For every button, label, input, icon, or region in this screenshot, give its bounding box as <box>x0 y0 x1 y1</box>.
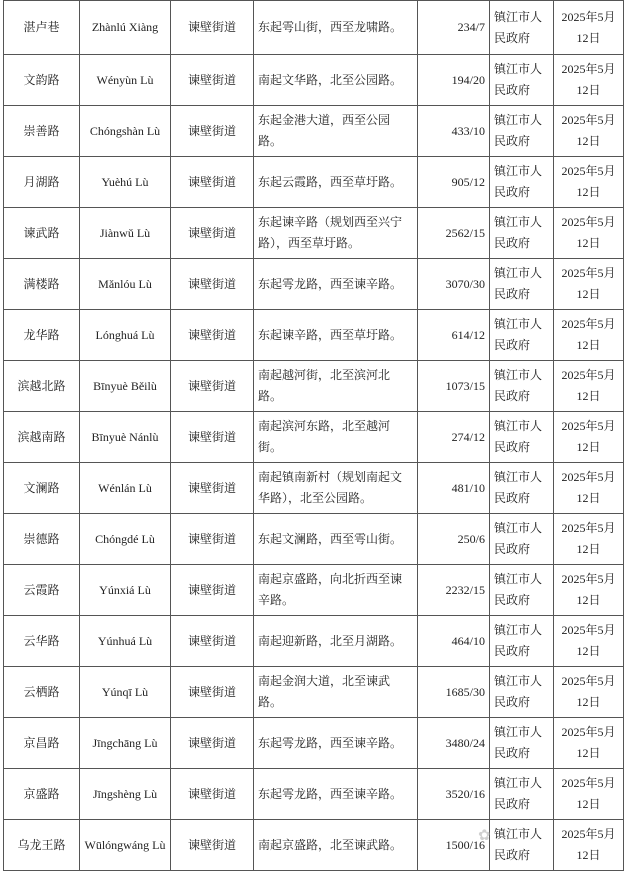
location-description-cell: 东起雩龙路，西至谏辛路。 <box>254 769 418 820</box>
length-width-cell: 2232/15 <box>418 565 490 616</box>
subdistrict-cell: 谏壁街道 <box>171 616 254 667</box>
subdistrict-cell: 谏壁街道 <box>171 463 254 514</box>
approval-date-cell: 2025年5月12日 <box>554 208 624 259</box>
pinyin-cell: Wūlóngwáng Lù <box>80 820 171 871</box>
road-name-cell: 乌龙王路 <box>4 820 80 871</box>
table-row <box>4 820 624 871</box>
approving-authority-cell: 镇江市人民政府 <box>490 208 554 259</box>
approving-authority-cell: 镇江市人民政府 <box>490 565 554 616</box>
location-description-cell: 南起迎新路，北至月湖路。 <box>254 616 418 667</box>
length-width-cell: 250/6 <box>418 514 490 565</box>
length-width-cell: 905/12 <box>418 157 490 208</box>
approval-date-cell: 2025年5月12日 <box>554 106 624 157</box>
table-row <box>4 55 624 106</box>
table-row <box>4 361 624 412</box>
approval-date-cell: 2025年5月12日 <box>554 361 624 412</box>
road-name-cell: 龙华路 <box>4 310 80 361</box>
table-row <box>4 667 624 718</box>
table-row <box>4 616 624 667</box>
approving-authority-cell: 镇江市人民政府 <box>490 463 554 514</box>
pinyin-cell: Mǎnlóu Lù <box>80 259 171 310</box>
subdistrict-cell: 谏壁街道 <box>171 208 254 259</box>
approval-date-cell: 2025年5月12日 <box>554 55 624 106</box>
approving-authority-cell: 镇江市人民政府 <box>490 310 554 361</box>
length-width-cell: 3520/16 <box>418 769 490 820</box>
table-row <box>4 565 624 616</box>
road-name-cell: 崇德路 <box>4 514 80 565</box>
approving-authority-cell: 镇江市人民政府 <box>490 55 554 106</box>
approving-authority-cell: 镇江市人民政府 <box>490 616 554 667</box>
table-row <box>4 1 624 55</box>
approval-date-cell: 2025年5月12日 <box>554 718 624 769</box>
road-name-cell: 云霞路 <box>4 565 80 616</box>
subdistrict-cell: 谏壁街道 <box>171 565 254 616</box>
table-row <box>4 718 624 769</box>
approval-date-cell: 2025年5月12日 <box>554 259 624 310</box>
pinyin-cell: Lónghuá Lù <box>80 310 171 361</box>
location-description-cell: 南起越河街，北至滨河北路。 <box>254 361 418 412</box>
approving-authority-cell: 镇江市人民政府 <box>490 157 554 208</box>
length-width-cell: 433/10 <box>418 106 490 157</box>
location-description-cell: 南起京盛路，向北折西至谏辛路。 <box>254 565 418 616</box>
subdistrict-cell: 谏壁街道 <box>171 310 254 361</box>
pinyin-cell: Wénlán Lù <box>80 463 171 514</box>
pinyin-cell: Yúnhuá Lù <box>80 616 171 667</box>
length-width-cell: 2562/15 <box>418 208 490 259</box>
table-row <box>4 259 624 310</box>
length-width-cell: 1073/15 <box>418 361 490 412</box>
location-description-cell: 南起文华路，北至公园路。 <box>254 55 418 106</box>
table-row <box>4 769 624 820</box>
subdistrict-cell: 谏壁街道 <box>171 514 254 565</box>
length-width-cell: 481/10 <box>418 463 490 514</box>
road-name-cell: 文韵路 <box>4 55 80 106</box>
pinyin-cell: Yúnqī Lù <box>80 667 171 718</box>
road-name-cell: 满楼路 <box>4 259 80 310</box>
length-width-cell: 464/10 <box>418 616 490 667</box>
pinyin-cell: Jīngchāng Lù <box>80 718 171 769</box>
subdistrict-cell: 谏壁街道 <box>171 259 254 310</box>
approving-authority-cell: 镇江市人民政府 <box>490 259 554 310</box>
approval-date-cell: 2025年5月12日 <box>554 157 624 208</box>
road-name-cell: 云栖路 <box>4 667 80 718</box>
location-description-cell: 南起京盛路，北至谏武路。 <box>254 820 418 871</box>
subdistrict-cell: 谏壁街道 <box>171 55 254 106</box>
road-name-cell: 滨越北路 <box>4 361 80 412</box>
table-row <box>4 514 624 565</box>
approval-date-cell: 2025年5月12日 <box>554 820 624 871</box>
pinyin-cell: Yúnxiá Lù <box>80 565 171 616</box>
length-width-cell: 3070/30 <box>418 259 490 310</box>
road-name-cell: 滨越南路 <box>4 412 80 463</box>
length-width-cell: 3480/24 <box>418 718 490 769</box>
length-width-cell: 194/20 <box>418 55 490 106</box>
subdistrict-cell: 谏壁街道 <box>171 820 254 871</box>
approval-date-cell: 2025年5月12日 <box>554 514 624 565</box>
approval-date-cell: 2025年5月12日 <box>554 667 624 718</box>
approval-date-cell: 2025年5月12日 <box>554 616 624 667</box>
location-description-cell: 南起滨河东路，北至越河街。 <box>254 412 418 463</box>
approving-authority-cell: 镇江市人民政府 <box>490 1 554 55</box>
pinyin-cell: Chóngdé Lù <box>80 514 171 565</box>
approving-authority-cell: 镇江市人民政府 <box>490 820 554 871</box>
location-description-cell: 东起文澜路，西至雩山街。 <box>254 514 418 565</box>
road-name-cell: 月湖路 <box>4 157 80 208</box>
pinyin-cell: Bīnyuè Nánlù <box>80 412 171 463</box>
length-width-cell: 274/12 <box>418 412 490 463</box>
table-row <box>4 412 624 463</box>
approval-date-cell: 2025年5月12日 <box>554 769 624 820</box>
pinyin-cell: Yuèhú Lù <box>80 157 171 208</box>
table-row <box>4 157 624 208</box>
subdistrict-cell: 谏壁街道 <box>171 412 254 463</box>
location-description-cell: 东起谏辛路，西至草圩路。 <box>254 310 418 361</box>
road-name-cell: 云华路 <box>4 616 80 667</box>
location-description-cell: 东起谏辛路（规划西至兴宁路），西至草圩路。 <box>254 208 418 259</box>
approving-authority-cell: 镇江市人民政府 <box>490 106 554 157</box>
pinyin-cell: Bīnyuè Běilù <box>80 361 171 412</box>
road-name-cell: 湛卢巷 <box>4 1 80 55</box>
table-row <box>4 106 624 157</box>
table-row <box>4 463 624 514</box>
length-width-cell: 614/12 <box>418 310 490 361</box>
pinyin-cell: Jiànwǔ Lù <box>80 208 171 259</box>
approval-date-cell: 2025年5月12日 <box>554 412 624 463</box>
subdistrict-cell: 谏壁街道 <box>171 1 254 55</box>
approval-date-cell: 2025年5月12日 <box>554 565 624 616</box>
length-width-cell: 234/7 <box>418 1 490 55</box>
pinyin-cell: Zhànlú Xiàng <box>80 1 171 55</box>
approving-authority-cell: 镇江市人民政府 <box>490 514 554 565</box>
location-description-cell: 东起雩山街，西至龙啸路。 <box>254 1 418 55</box>
approving-authority-cell: 镇江市人民政府 <box>490 667 554 718</box>
location-description-cell: 东起云霞路，西至草圩路。 <box>254 157 418 208</box>
road-names-table <box>3 0 624 871</box>
location-description-cell: 东起雩龙路，西至谏辛路。 <box>254 259 418 310</box>
table-body <box>4 1 624 871</box>
length-width-cell: 1500/16 <box>418 820 490 871</box>
subdistrict-cell: 谏壁街道 <box>171 361 254 412</box>
table-row <box>4 310 624 361</box>
approval-date-cell: 2025年5月12日 <box>554 463 624 514</box>
road-name-cell: 谏武路 <box>4 208 80 259</box>
road-name-cell: 京盛路 <box>4 769 80 820</box>
location-description-cell: 东起金港大道，西至公园路。 <box>254 106 418 157</box>
watermark: ✿ <box>478 826 491 844</box>
pinyin-cell: Wényùn Lù <box>80 55 171 106</box>
subdistrict-cell: 谏壁街道 <box>171 769 254 820</box>
road-name-cell: 崇善路 <box>4 106 80 157</box>
pinyin-cell: Chóngshàn Lù <box>80 106 171 157</box>
subdistrict-cell: 谏壁街道 <box>171 667 254 718</box>
approving-authority-cell: 镇江市人民政府 <box>490 718 554 769</box>
subdistrict-cell: 谏壁街道 <box>171 718 254 769</box>
pinyin-cell: Jīngshèng Lù <box>80 769 171 820</box>
approval-date-cell: 2025年5月12日 <box>554 1 624 55</box>
road-name-cell: 文澜路 <box>4 463 80 514</box>
approval-date-cell: 2025年5月12日 <box>554 310 624 361</box>
subdistrict-cell: 谏壁街道 <box>171 106 254 157</box>
location-description-cell: 南起镇南新村（规划南起文华路），北至公园路。 <box>254 463 418 514</box>
location-description-cell: 南起金润大道，北至谏武路。 <box>254 667 418 718</box>
subdistrict-cell: 谏壁街道 <box>171 157 254 208</box>
road-name-cell: 京昌路 <box>4 718 80 769</box>
approving-authority-cell: 镇江市人民政府 <box>490 769 554 820</box>
approving-authority-cell: 镇江市人民政府 <box>490 412 554 463</box>
table-row <box>4 208 624 259</box>
length-width-cell: 1685/30 <box>418 667 490 718</box>
approving-authority-cell: 镇江市人民政府 <box>490 361 554 412</box>
location-description-cell: 东起雩龙路，西至谏辛路。 <box>254 718 418 769</box>
